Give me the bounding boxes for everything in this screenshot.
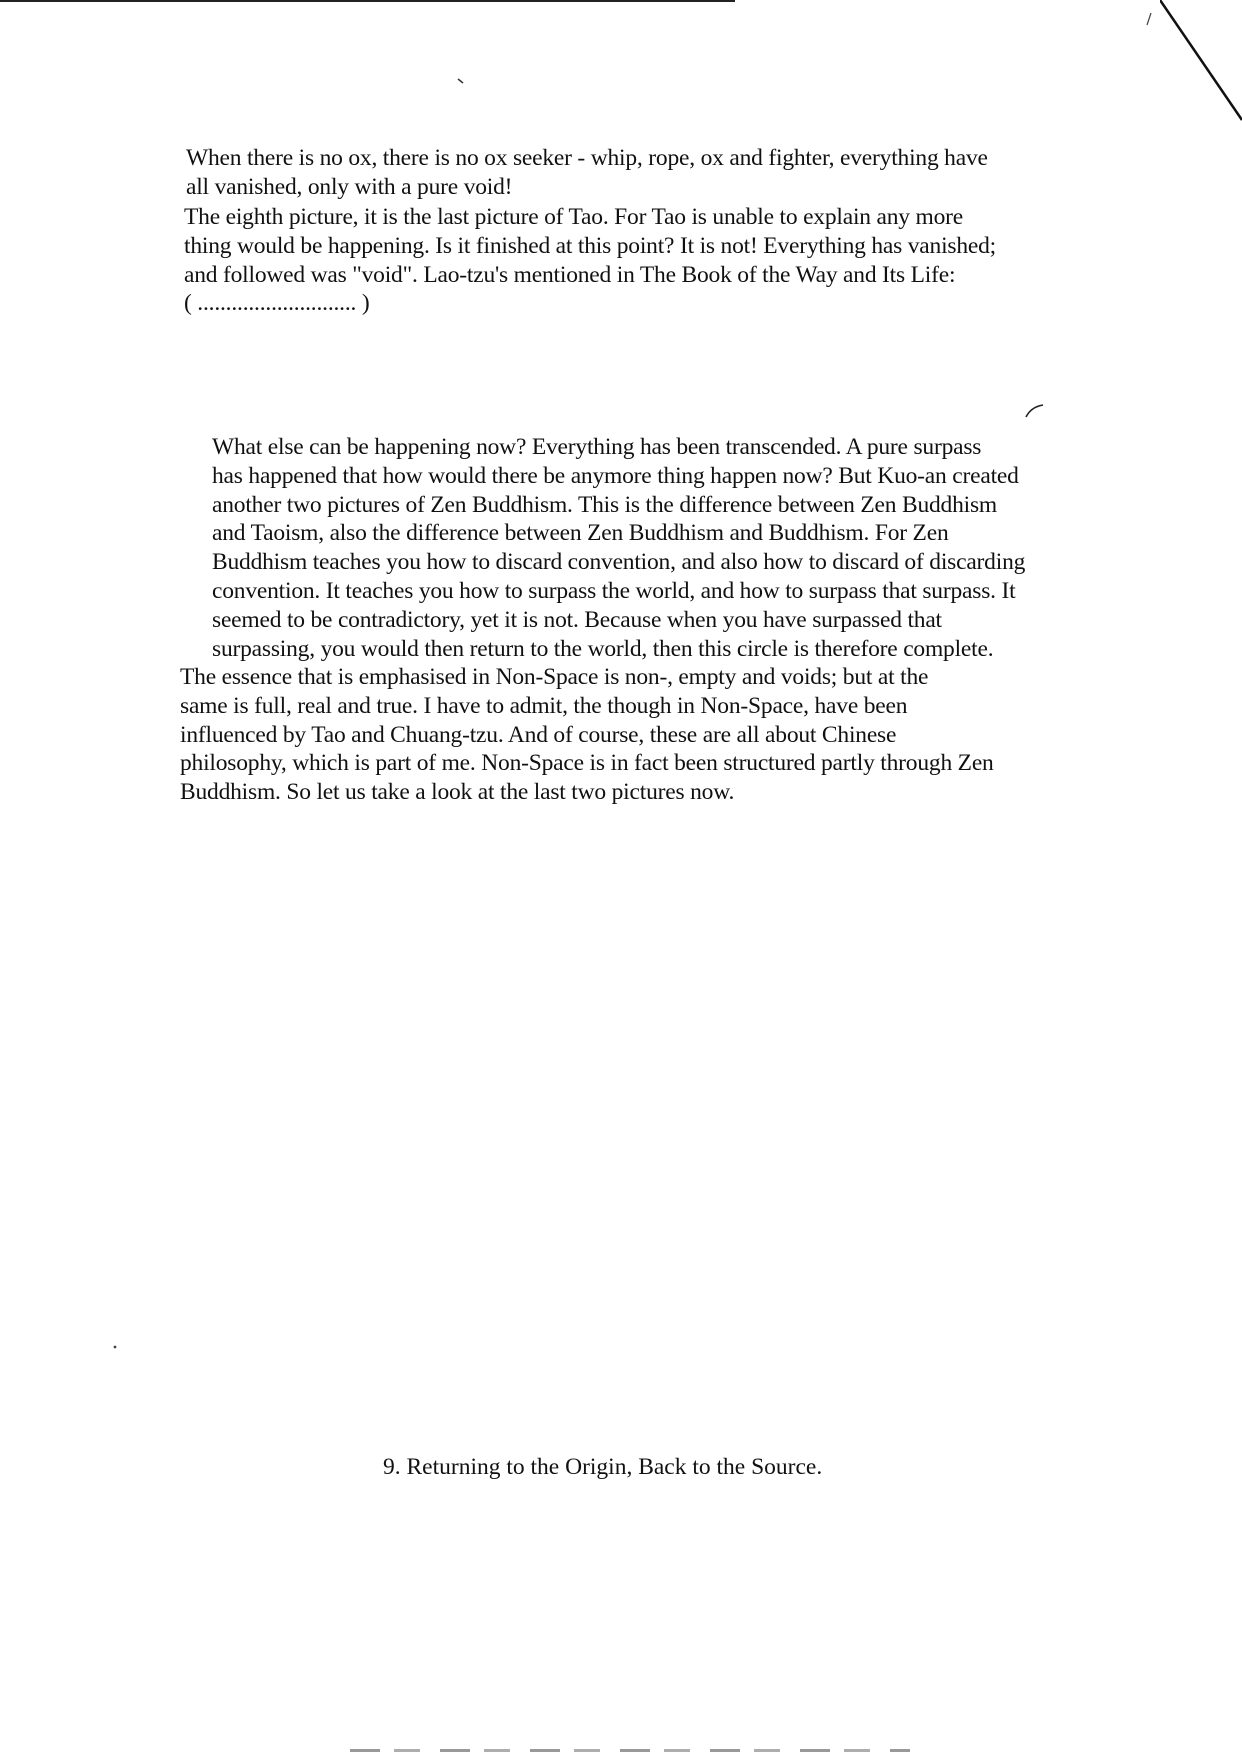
scan-bottom-noise bbox=[350, 1749, 910, 1752]
paragraph-ox-vanished: When there is no ox, there is no ox seeker - whip, rope, ox and fighter, everything have all vanished, only with a pure void! bbox=[186, 145, 988, 200]
paragraph-eighth-picture: The eighth picture, it is the last picture of Tao. For Tao is unable to explain any more thing would be happening. Is it finished at this point? It is not! Everything has vanished; and followed was "void". Lao-tzu's mentioned in The Book of the Way and Its Life: ( ............................ ) bbox=[184, 204, 997, 317]
scan-speck bbox=[1146, 12, 1152, 26]
paragraph-non-space: The essence that is emphasised in Non-Space is non-, empty and voids; but at the same is full, real and true. I have to admit, the though in Non-Space, have been influenced by Tao and Chuang-tzu. And of course, these are all about Chinese philosophy, which is part of me. Non-Space is in fact been structured partly through Zen Buddhism. So let us take a look at the last two pictures now. bbox=[180, 664, 994, 806]
scan-speck bbox=[112, 1344, 118, 1350]
scan-speck bbox=[457, 78, 465, 84]
scan-speck bbox=[1025, 404, 1045, 418]
paragraph-transcended: What else can be happening now? Everything has been transcended. A pure surpass has happened that how would there be anymore thing happen now? But Kuo-an created another two pictures of Zen Buddhism. This is the difference between Zen Buddhism and Taoism, also the difference between Zen Buddhism and Buddhism. For Zen Buddhism teaches you how to discard convention, and also how to discard of discarding convention. It teaches you how to surpass the world, and how to surpass that surpass. It seemed to be contradictory, yet it is not. Because when you have surpassed that surpassing, you would then return to the world, then this circle is therefore complete. bbox=[212, 434, 1026, 662]
scan-corner-mark bbox=[1160, 0, 1242, 125]
scan-edge-line bbox=[0, 0, 735, 2]
section-heading: 9. Returning to the Origin, Back to the Source. bbox=[383, 1454, 823, 1480]
